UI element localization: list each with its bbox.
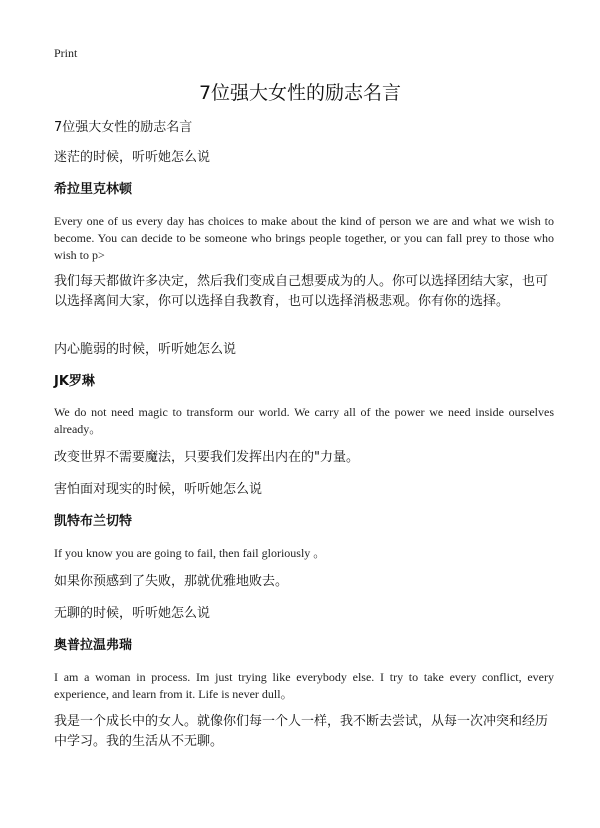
person-name-2: JK罗琳: [54, 374, 95, 389]
quote-chinese-2: 改变世界不需要魔法，只要我们发挥出内在的"力量。: [54, 450, 359, 465]
print-label: Print: [54, 46, 78, 60]
quote-chinese-4: 我是一个成长中的女人。就像你们每一个人一样，我不断去尝试，从每一次冲突和经历中学习。我的生活从不无聊。: [54, 714, 549, 749]
person-name-3: 凯特布兰切特: [54, 514, 133, 529]
quote-english-4: I am a woman in process. Im just trying like everybody else. I try to take every conflict, every experience, and learn from it. Life is never dull。: [54, 670, 554, 701]
person-name-4: 奥普拉温弗瑞: [54, 638, 133, 653]
quote-chinese-1: 我们每天都做许多决定，然后我们变成自己想要成为的人。你可以选择团结大家，也可以选择离间大家，你可以选择自我教育，也可以选择消极悲观。你有你的选择。: [54, 274, 549, 309]
quote-english-3: If you know you are going to fail, then fail gloriously 。: [54, 546, 326, 560]
quote-english-2: We do not need magic to transform our world. We carry all of the power we need inside ourselves already。: [54, 405, 554, 436]
person-name-1: 希拉里克林顿: [54, 182, 133, 197]
quote-english-1: Every one of us every day has choices to make about the kind of person we are and what we wish to become. You can decide to be someone who brings people together, or you can fall prey to those who wish to p>: [54, 214, 554, 262]
section-intro-1: 迷茫的时候，听听她怎么说: [54, 150, 211, 165]
subtitle: 7位强大女性的励志名言: [54, 120, 193, 135]
section-intro-4: 无聊的时候，听听她怎么说: [54, 606, 211, 621]
page-title: 7位强大女性的励志名言: [198, 82, 402, 104]
section-intro-2: 内心脆弱的时候，听听她怎么说: [54, 342, 237, 357]
section-intro-3: 害怕面对现实的时候，听听她怎么说: [54, 482, 263, 497]
quote-chinese-3: 如果你预感到了失败，那就优雅地败去。: [54, 574, 289, 589]
